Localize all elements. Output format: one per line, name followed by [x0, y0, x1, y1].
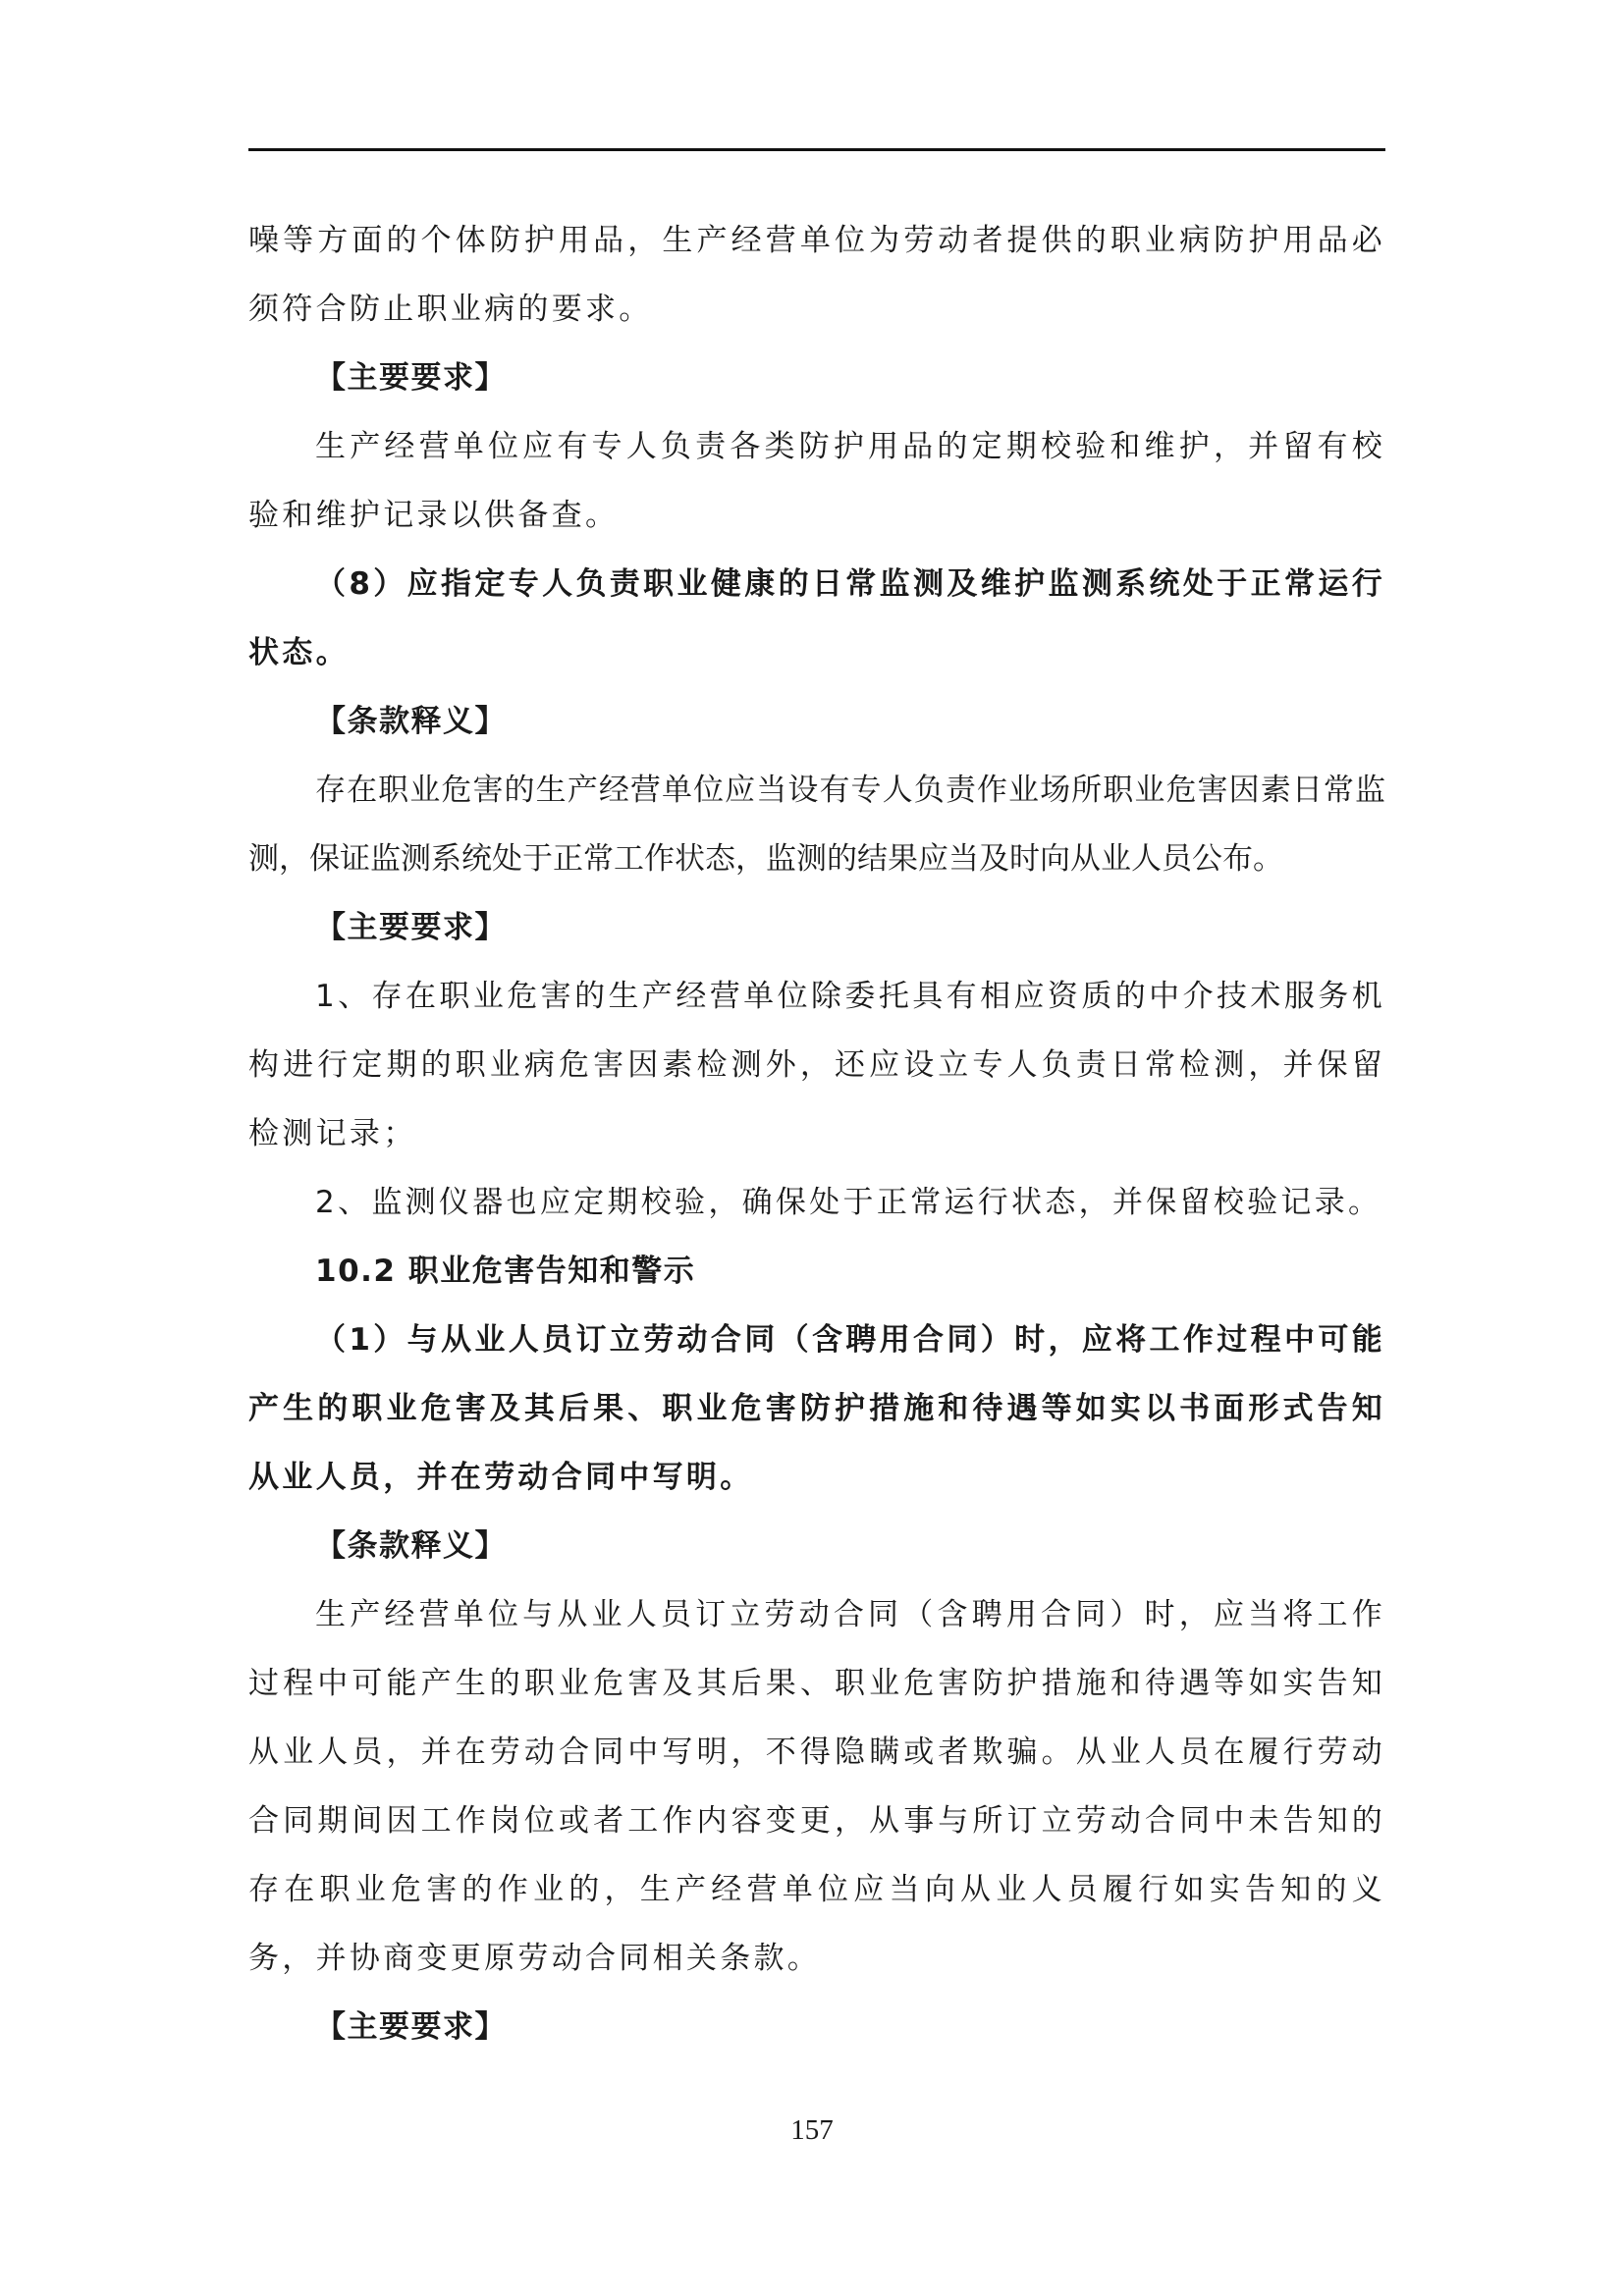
- section-label-main-requirements: 【主要要求】: [315, 910, 507, 945]
- page-number: 157: [790, 2114, 834, 2146]
- section-label-clause-interpretation: 【条款释义】: [315, 704, 507, 739]
- clause-heading-8: （8）应指定专人负责职业健康的日常监测及维护监测系统处于正常运行状态。: [248, 566, 1385, 670]
- page-body: [248, 206, 1385, 2061]
- list-item-2: 2、监测仪器也应定期校验，确保处于正常运行状态，并保留校验记录。: [315, 1185, 1382, 1220]
- section-label-clause-interpretation: 【条款释义】: [315, 1528, 507, 1564]
- section-label-main-requirements: 【主要要求】: [315, 360, 507, 396]
- paragraph-body: 生产经营单位应有专人负责各类防护用品的定期校验和维护，并留有校验和维护记录以供备查。: [248, 429, 1385, 533]
- paragraph-continuation: 噪等方面的个体防护用品，生产经营单位为劳动者提供的职业病防护用品必须符合防止职业病的要求。: [248, 223, 1385, 327]
- clause-heading-1: （1）与从业人员订立劳动合同（含聘用合同）时，应将工作过程中可能产生的职业危害及其后果、职业危害防护措施和待遇等如实以书面形式告知从业人员，并在劳动合同中写明。: [248, 1322, 1385, 1495]
- paragraph-body: 存在职业危害的生产经营单位应当设有专人负责作业场所职业危害因素日常监测，保证监测系统处于正常工作状态，监测的结果应当及时向从业人员公布。: [248, 773, 1385, 877]
- section-heading-10-2: 10.2 职业危害告知和警示: [315, 1254, 696, 1289]
- section-label-main-requirements: 【主要要求】: [315, 2009, 507, 2045]
- paragraph-body: 生产经营单位与从业人员订立劳动合同（含聘用合同）时，应当将工作过程中可能产生的职业危害及其后果、职业危害防护措施和待遇等如实告知从业人员，并在劳动合同中写明，不得隐瞒或者欺骗。从业人员在履行劳动合同期间因工作岗位或者工作内容变更，从事与所订立劳动合同中未告知的存在职业危害的作业的，生产经营单位应当向从业人员履行如实告知的义务，并协商变更原劳动合同相关条款。: [248, 1597, 1385, 1976]
- header-rule: [248, 148, 1385, 151]
- list-item-1: 1、存在职业危害的生产经营单位除委托具有相应资质的中介技术服务机构进行定期的职业病危害因素检测外，还应设立专人负责日常检测，并保留检测记录；: [248, 979, 1385, 1151]
